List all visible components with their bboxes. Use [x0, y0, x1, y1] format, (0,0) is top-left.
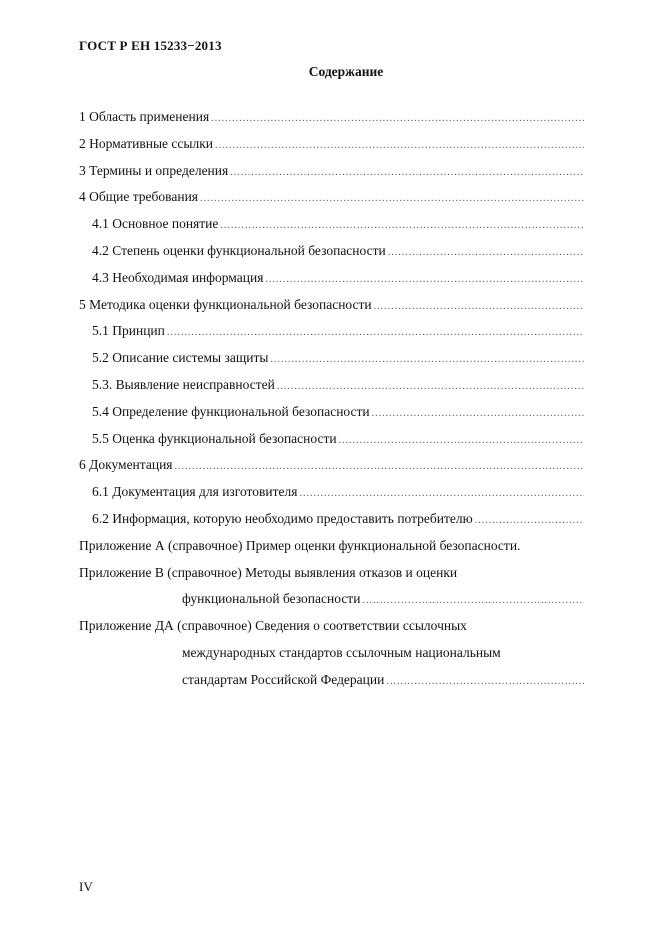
- toc-label: 5.2 Описание системы защиты: [92, 350, 269, 366]
- dot-leader: [388, 247, 584, 258]
- dot-leader: [211, 113, 584, 124]
- toc-item-6-2[interactable]: [79, 511, 584, 538]
- toc-item-5-4[interactable]: [79, 404, 584, 431]
- dot-leader: [265, 274, 584, 285]
- toc-label: международных стандартов ссылочным национальным: [182, 644, 501, 660]
- toc-item-appendix-da-cont-2[interactable]: [79, 672, 584, 699]
- dot-leader: [200, 193, 584, 204]
- toc-item-4[interactable]: [79, 189, 584, 216]
- toc-item-appendix-da[interactable]: [79, 618, 584, 645]
- toc-item-5-1[interactable]: [79, 323, 584, 350]
- toc-item-1[interactable]: [79, 109, 584, 136]
- dot-leader: [277, 381, 584, 392]
- toc-label: 4.3 Необходимая информация: [92, 269, 264, 285]
- dot-leader: [475, 515, 584, 526]
- toc-label: функциональной безопасности: [182, 591, 361, 607]
- toc-item-5-2[interactable]: [79, 350, 584, 377]
- standard-header: ГОСТ Р ЕН 15233−2013: [79, 38, 222, 53]
- toc-item-5-3[interactable]: [79, 377, 584, 404]
- toc-label: 4.1 Основное понятие: [92, 216, 219, 232]
- toc-label: 6.2 Информация, которую необходимо предоставить потребителю: [92, 510, 473, 526]
- toc-item-4-3[interactable]: [79, 270, 584, 297]
- dot-leader: [270, 354, 584, 365]
- toc-label: 3 Термины и определения: [79, 162, 229, 178]
- toc-label: 5.1 Принцип: [92, 323, 165, 339]
- dot-leader: [230, 167, 584, 178]
- dot-leader: [372, 408, 584, 419]
- toc-label: 6.1 Документация для изготовителя: [92, 484, 298, 500]
- toc-item-appendix-b[interactable]: [79, 565, 584, 592]
- toc-label: 6 Документация: [79, 457, 173, 473]
- toc-label: Приложение В (справочное) Методы выявления отказов и оценки: [79, 564, 458, 580]
- dot-leader: [220, 220, 584, 231]
- dot-leader: [167, 327, 584, 338]
- dot-leader: [362, 595, 584, 606]
- toc-label: 4 Общие требования: [79, 189, 199, 205]
- toc-item-appendix-b-cont[interactable]: [79, 591, 584, 618]
- toc-item-appendix-a[interactable]: [79, 538, 584, 565]
- toc-label: 4.2 Степень оценки функциональной безопасности: [92, 242, 386, 258]
- toc-label: 5.5 Оценка функциональной безопасности: [92, 430, 337, 446]
- toc-label: Приложение А (справочное) Пример оценки функциональной безопасности.: [79, 537, 521, 553]
- toc-label: стандартам Российской Федерации: [182, 671, 385, 687]
- toc-label: 1 Область применения: [79, 109, 210, 124]
- page-number: IV: [79, 879, 93, 894]
- toc-item-5[interactable]: [79, 297, 584, 324]
- toc-item-5-5[interactable]: [79, 431, 584, 458]
- page-title: Содержание: [308, 64, 384, 79]
- toc-label: 5.3. Выявление неисправностей: [92, 376, 275, 392]
- toc-item-2[interactable]: [79, 136, 584, 163]
- dot-leader: [386, 676, 584, 687]
- table-of-contents: [79, 109, 584, 699]
- toc-label: 2 Нормативные ссылки: [79, 135, 213, 151]
- toc-item-3[interactable]: [79, 163, 584, 190]
- toc-item-6[interactable]: [79, 457, 584, 484]
- toc-item-4-1[interactable]: [79, 216, 584, 243]
- toc-label: 5.4 Определение функциональной безопасности: [92, 403, 370, 419]
- toc-item-6-1[interactable]: [79, 484, 584, 511]
- toc-item-4-2[interactable]: [79, 243, 584, 270]
- dot-leader: [339, 435, 584, 446]
- dot-leader: [175, 461, 585, 472]
- dot-leader: [215, 140, 584, 151]
- toc-label: 5 Методика оценки функциональной безопасности: [79, 296, 372, 312]
- dot-leader: [299, 488, 584, 499]
- dot-leader: [374, 301, 584, 312]
- toc-label: Приложение ДА (справочное) Сведения о соответствии ссылочных: [79, 618, 467, 634]
- toc-item-appendix-da-cont-1[interactable]: [79, 645, 584, 672]
